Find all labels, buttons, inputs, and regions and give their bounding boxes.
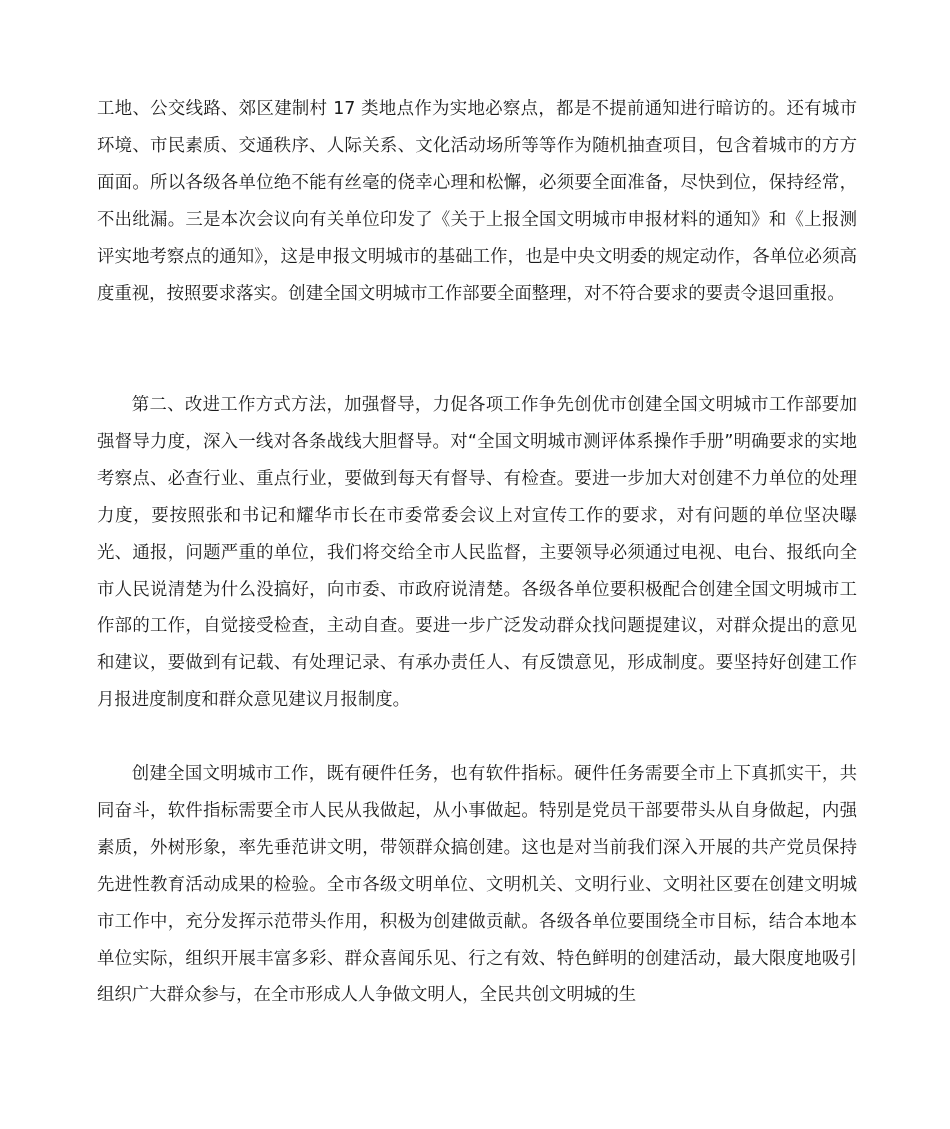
paragraph-2: 第二、改进工作方式方法，加强督导，力促各项工作争先创优市创建全国文明城市工作部要加强督导力度，深入一线对各条战线大胆督导。对“全国文明城市测评体系操作手册”明确要求的实地考察点、必查行业、重点行业，要做到每天有督导、有检查。要进一步加大对创建不力单位的处理力度，要按照张和书记和耀华市长在市委常委会议上对宣传工作的要求，对有问题的单位坚决曝光、通报，问题严重的单位，我们将交给全市人民监督，主要领导必须通过电视、电台、报纸向全市人民说清楚为什么没搞好，向市委、市政府说清楚。各级各单位要积极配合创建全国文明城市工作部的工作，自觉接受检查，主动自查。要进一步广泛发动群众找问题提建议，对群众提出的意见和建议，要做到有记载、有处理记录、有承办责任人、有反馈意见，形成制度。要坚持好创建工作月报进度制度和群众意见建议月报制度。 [97,395,857,711]
paragraph-3: 创建全国文明城市工作，既有硬件任务，也有软件指标。硬件任务需要全市上下真抓实干，共同奋斗，软件指标需要全市人民从我做起，从小事做起。特别是党员干部要带头从自身做起，内强素质，外树形象，率先垂范讲文明，带领群众搞创建。这也是对当前我们深入开展的共产党员保持先进性教育活动成果的检验。全市各级文明单位、文明机关、文明行业、文明社区要在创建文明城市工作中，充分发挥示范带头作用，积极为创建做贡献。各级各单位要围绕全市目标，结合本地本单位实际，组织开展丰富多彩、群众喜闻乐见、行之有效、特色鲜明的创建活动，最大限度地吸引组织广大群众参与，在全市形成人人争做文明人，全民共创文明城的生 [97,764,857,1006]
paragraph-1: 工地、公交线路、郊区建制村 17 类地点作为实地必察点，都是不提前通知进行暗访的。还有城市环境、市民素质、交通秩序、人际关系、文化活动场所等等作为随机抽查项目，包含着城市的方方面面。所以各级各单位绝不能有丝毫的侥幸心理和松懈，必须要全面准备，尽快到位，保持经常，不出纰漏。三是本次会议向有关单位印发了《关于上报全国文明城市申报材料的通知》和《上报测评实地考察点的通知》，这是申报文明城市的基础工作，也是中央文明委的规定动作，各单位必须高度重视，按照要求落实。创建全国文明城市工作部要全面整理，对不符合要求的要责令退回重报。 [97,99,857,304]
